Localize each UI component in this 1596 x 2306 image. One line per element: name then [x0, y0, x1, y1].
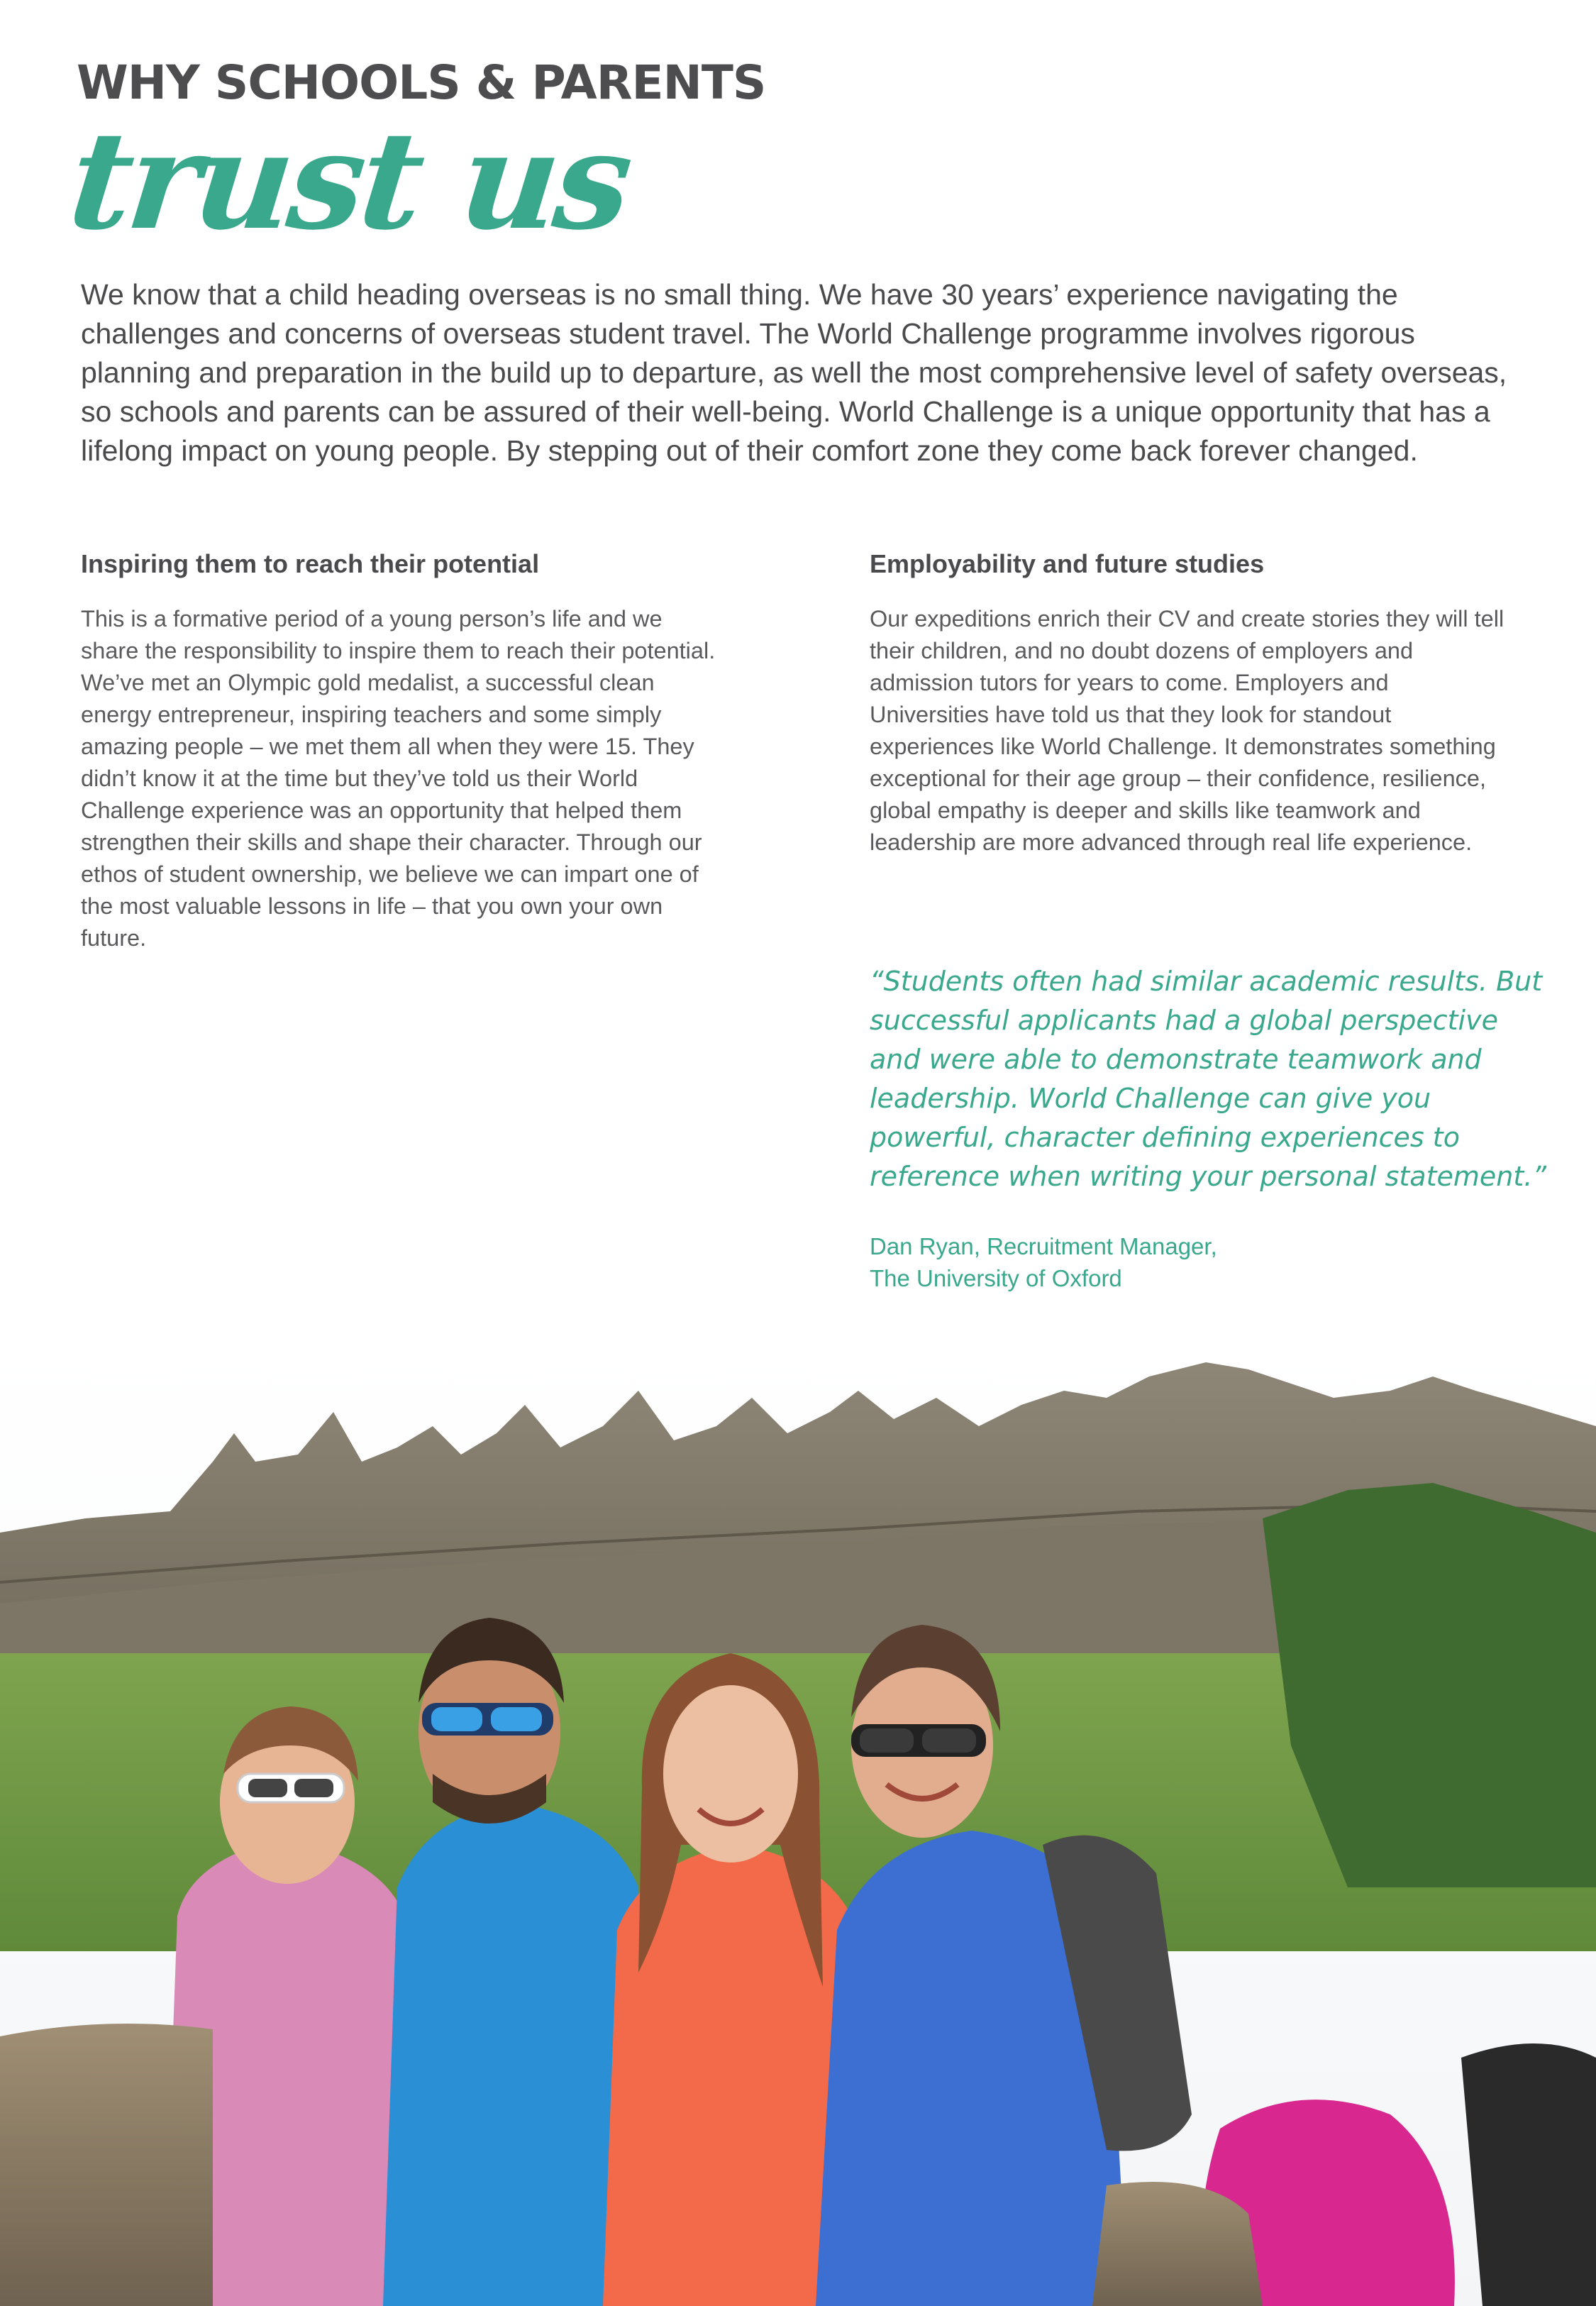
- left-column: [81, 548, 719, 954]
- left-column-body: This is a formative period of a young person’s life and we share the responsibility to inspire them to reach their potential. We’ve met an Olympic gold medalist, a successful clean energy entrepreneur, inspiring teachers and some simply amazing people – we met them all when they were 15. They didn’t know it at the time but they’ve told us their World Challenge experience was an opportunity that helped them strengthen their skills and shape their character. Through our ethos of student ownership, we believe we can impart one of the most valuable lessons in life – that you own your own future.: [81, 606, 716, 951]
- right-column-heading: Employability and future studies: [870, 549, 1265, 578]
- right-column-body: Our expeditions enrich their CV and create stories they will tell their children, and no doubt dozens of employers and admission tutors for years to come. Employers and Universities have told us that they look for standout experiences like World Challenge. It demonstrates something exceptional for their age group – their confidence, resilience, global empathy is deeper and skills like teamwork and leadership are more advanced through real life experience.: [870, 606, 1504, 855]
- attribution-institution: The University of Oxford: [870, 1265, 1122, 1291]
- testimonial-quote: “Students often had similar academic results. But successful applicants had a global perspective and were able to demonstrate teamwork and leadership. World Challenge can give you powerful, character defining experiences to reference when writing your personal statement.”: [870, 966, 1547, 1192]
- stone-wall: [0, 2024, 213, 2306]
- left-column-heading: Inspiring them to reach their potential: [81, 549, 540, 578]
- right-column: [870, 548, 1508, 859]
- intro-paragraph: We know that a child heading overseas is no small thing. We have 30 years’ experience navigating the challenges and concerns of overseas student travel. The World Challenge programme involves rigorous planning and preparation in the build up to departure, as well the most comprehensive level of safety overseas, so schools and parents can be assured of their well-being. World Challenge is a unique opportunity that has a lifelong impact on young people. By stepping out of their comfort zone they come back forever changed.: [81, 278, 1507, 467]
- attribution-name-title: Dan Ryan, Recruitment Manager,: [870, 1233, 1217, 1259]
- group-photo-machu-picchu: [0, 1348, 1596, 2306]
- testimonial-attribution: [870, 1230, 1217, 1294]
- script-title: trust us: [62, 101, 636, 260]
- page-kicker: WHY SCHOOLS & PARENTS: [77, 55, 766, 110]
